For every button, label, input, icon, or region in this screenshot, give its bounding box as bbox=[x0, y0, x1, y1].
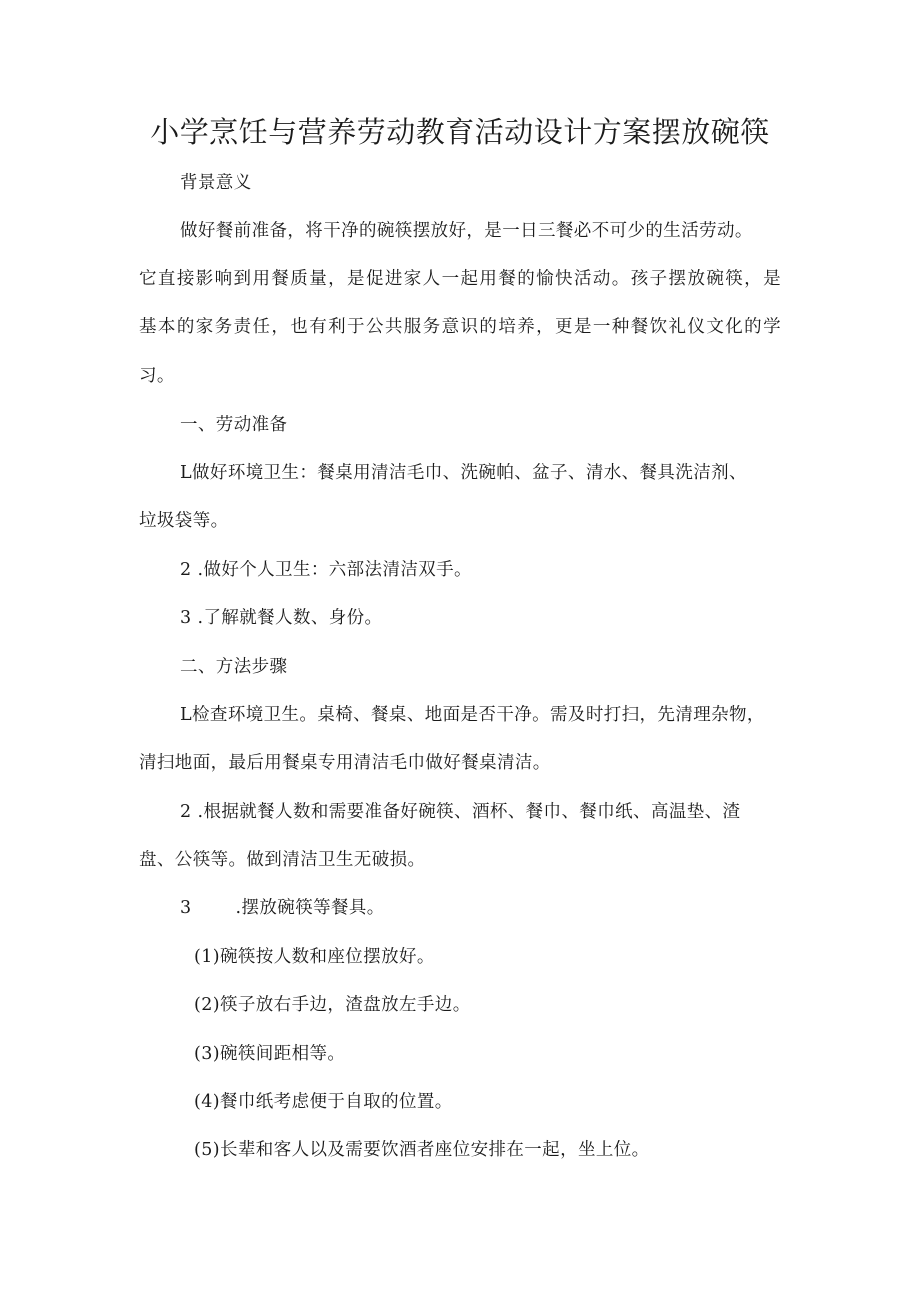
sub-list-item: (3)碗筷间距相等。 bbox=[194, 1044, 346, 1064]
list-number: 3 bbox=[180, 898, 192, 918]
sub-list-item: (1)碗筷按人数和座位摆放好。 bbox=[194, 947, 435, 967]
list-item: 3 .了解就餐人数、身份。 bbox=[180, 608, 383, 628]
section-heading-background: 背景意义 bbox=[180, 173, 252, 193]
sub-list-item: (5)长辈和客人以及需要饮酒者座位安排在一起，坐上位。 bbox=[194, 1140, 650, 1160]
list-item-continuation: 清扫地面，最后用餐桌专用清洁毛巾做好餐桌清洁。 bbox=[139, 753, 551, 773]
document-title: 小学烹饪与营养劳动教育活动设计方案摆放碗筷 bbox=[150, 115, 770, 149]
list-item: 2 .做好个人卫生：六部法清洁双手。 bbox=[180, 560, 472, 580]
list-item: L检查环境卫生。桌椅、餐桌、地面是否干净。需及时打扫，先清理杂物， bbox=[180, 705, 765, 725]
list-text: .摆放碗筷等餐具。 bbox=[235, 898, 385, 918]
list-item-continuation: 盘、公筷等。做到清洁卫生无破损。 bbox=[139, 850, 426, 870]
list-item bbox=[180, 895, 385, 921]
section-heading-steps: 二、方法步骤 bbox=[180, 657, 288, 677]
paragraph-line: 它直接影响到用餐质量，是促进家人一起用餐的愉快活动。孩子摆放碗筷，是 bbox=[139, 269, 781, 289]
list-item: L做好环境卫生：餐桌用清洁毛巾、洗碗帕、盆子、清水、餐具洗洁剂、 bbox=[180, 463, 747, 483]
sub-list-item: (4)餐巾纸考虑便于自取的位置。 bbox=[194, 1092, 453, 1112]
list-item-continuation: 垃圾袋等。 bbox=[139, 511, 229, 531]
section-heading-preparation: 一、劳动准备 bbox=[180, 415, 288, 435]
sub-list-item: (2)筷子放右手边，渣盘放左手边。 bbox=[194, 995, 471, 1015]
list-item: 2 .根据就餐人数和需要准备好碗筷、酒杯、餐巾、餐巾纸、高温垫、渣 bbox=[180, 802, 741, 822]
paragraph-line: 习。 bbox=[139, 366, 175, 386]
paragraph-line: 基本的家务责任，也有利于公共服务意识的培养，更是一种餐饮礼仪文化的学 bbox=[139, 317, 781, 337]
paragraph-line: 做好餐前准备，将干净的碗筷摆放好，是一日三餐必不可少的生活劳动。 bbox=[180, 221, 753, 241]
